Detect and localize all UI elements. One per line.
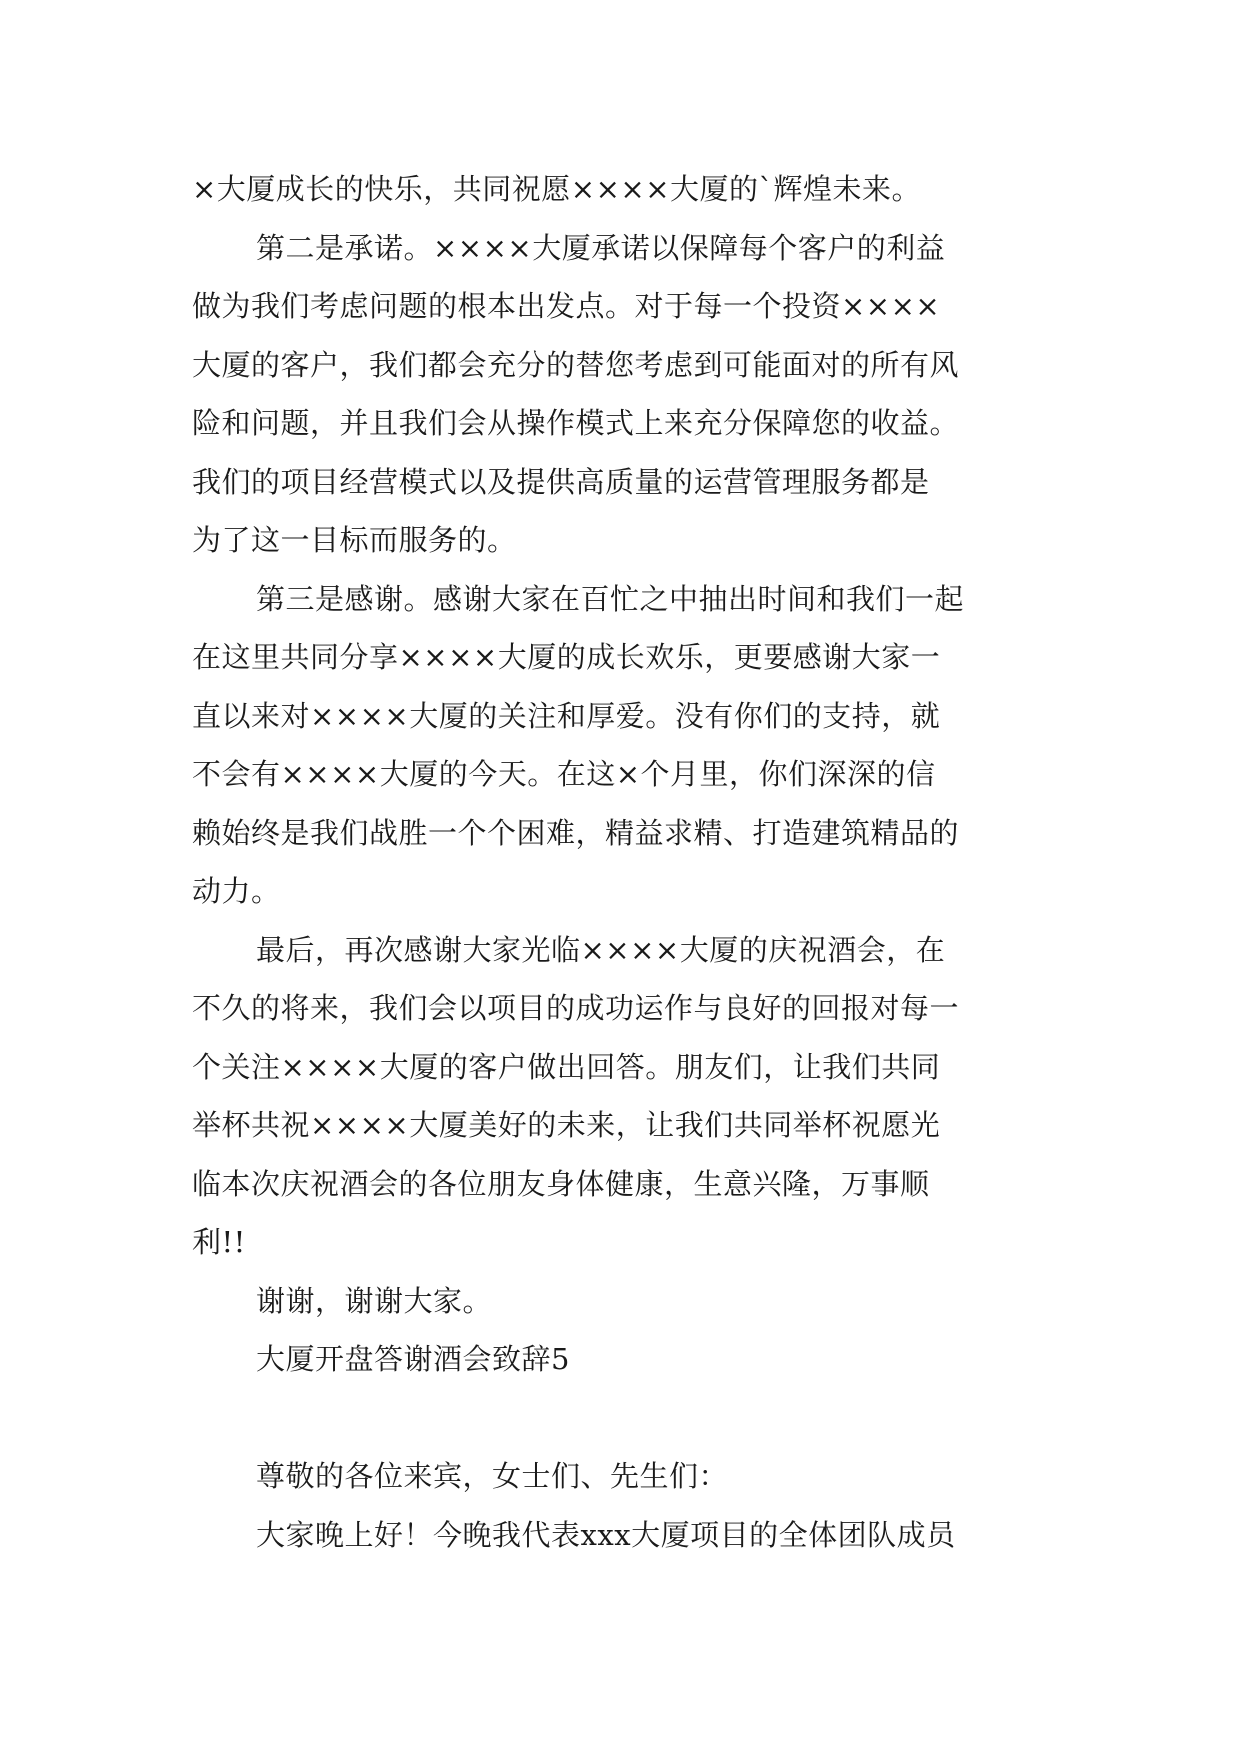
- text-line: 动力。: [192, 874, 281, 908]
- text-line: 第三是感谢。感谢大家在百忙之中抽出时间和我们一起: [256, 581, 965, 616]
- text-line: 不会有××××大厦的今天。在这×个月里，你们深深的信: [192, 757, 936, 791]
- paragraph-continuation: [192, 160, 1052, 219]
- text-line: 不久的将来，我们会以项目的成功运作与良好的回报对每一: [192, 991, 960, 1025]
- thanks-line: 谢谢，谢谢大家。: [256, 1283, 493, 1318]
- text-line: 我们的项目经营模式以及提供高质量的运营管理服务都是: [192, 464, 930, 499]
- text-line: 险和问题，并且我们会从操作模式上来充分保障您的收益。: [192, 406, 960, 440]
- paragraph-gratitude: [192, 570, 1052, 921]
- paragraph-promise: [192, 219, 1052, 570]
- paragraph-closing: [192, 921, 1052, 1272]
- blank-line: [192, 1389, 1052, 1448]
- text-line: 个关注××××大厦的客户做出回答。朋友们，让我们共同: [192, 1049, 941, 1084]
- section-title: 大厦开盘答谢酒会致辞5: [256, 1342, 570, 1376]
- text-line: 做为我们考虑问题的根本出发点。对于每一个投资××××: [192, 289, 941, 323]
- text-line: 第二是承诺。××××大厦承诺以保障每个客户的利益: [256, 230, 946, 265]
- text-line: 利!!: [192, 1225, 246, 1259]
- document-body: [192, 160, 1052, 1564]
- text-line: 最后，再次感谢大家光临××××大厦的庆祝酒会，在: [256, 932, 946, 967]
- text-line: 赖始终是我们战胜一个个困难，精益求精、打造建筑精品的: [192, 815, 960, 850]
- text-line: 为了这一目标而服务的。: [192, 523, 517, 557]
- text-line: 在这里共同分享××××大厦的成长欢乐，更要感谢大家一: [192, 640, 941, 674]
- text-line: 临本次庆祝酒会的各位朋友身体健康，生意兴隆，万事顺: [192, 1166, 930, 1201]
- text-line: 大厦的客户，我们都会充分的替您考虑到可能面对的所有风: [192, 347, 960, 382]
- salutation: 尊敬的各位来宾，女士们、先生们：: [256, 1459, 729, 1493]
- text-line: 直以来对××××大厦的关注和厚爱。没有你们的支持，就: [192, 698, 941, 733]
- opening-line: 大家晚上好！今晚我代表xxx大厦项目的全体团队成员: [256, 1517, 956, 1552]
- text-line: ×大厦成长的快乐，共同祝愿××××大厦的`辉煌未来。: [192, 172, 921, 206]
- text-line: 举杯共祝××××大厦美好的未来，让我们共同举杯祝愿光: [192, 1108, 941, 1142]
